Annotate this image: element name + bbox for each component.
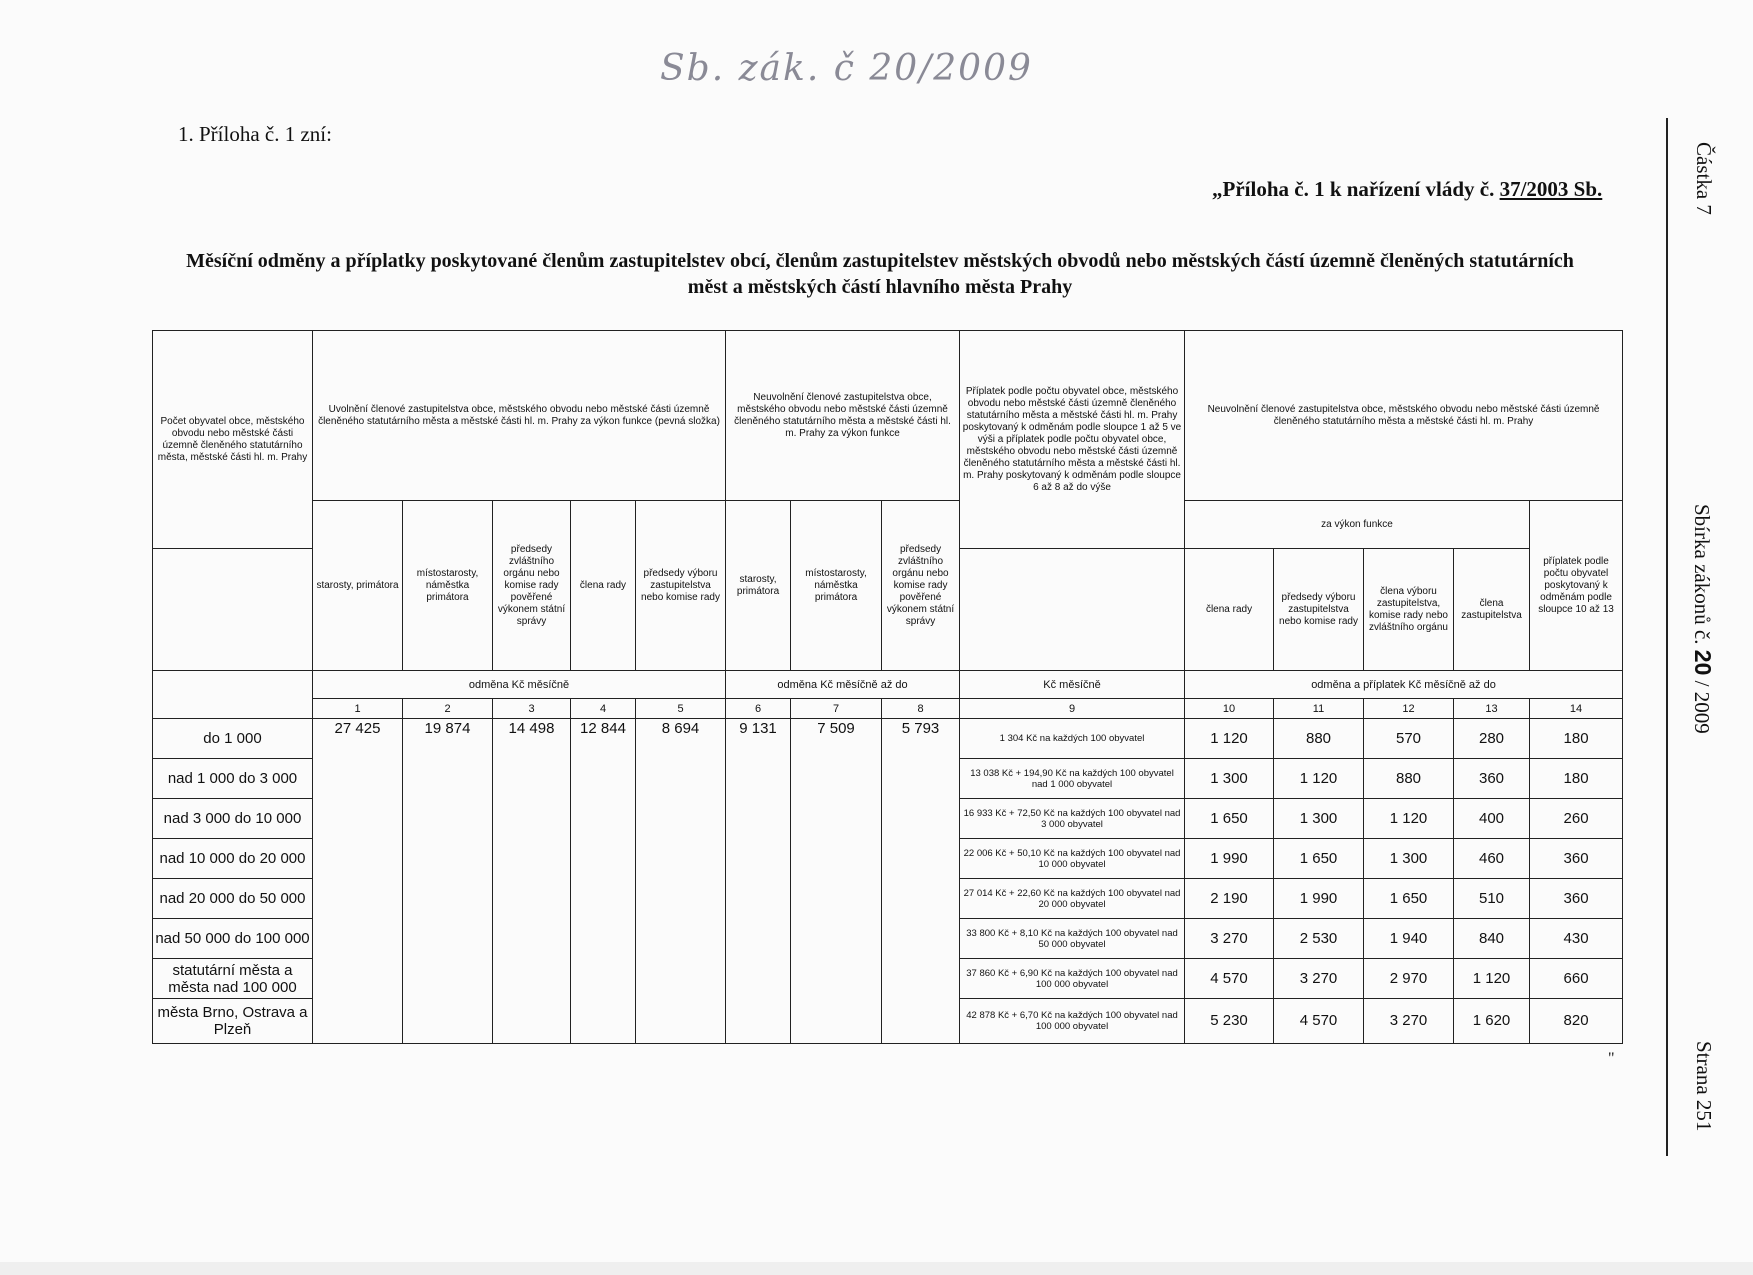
value-c14: 260 — [1530, 799, 1623, 839]
unit-label-4: odměna a příplatek Kč měsíčně až do — [1185, 671, 1623, 699]
header-population: Počet obyvatel obce, městského obvodu nebo městské části územně členěného statutárního města, městské části hl. m. Prahy — [153, 331, 313, 549]
page-title: Měsíční odměny a příplatky poskytované členům zastupitelstev obcí, členům zastupitelstev městských obvodů nebo městských částí územně členěných statutárních měst a městských částí hlavního města Prahy — [186, 250, 1574, 298]
value-c12: 880 — [1364, 759, 1454, 799]
header-c14: příplatek podle počtu obyvatel poskytovaný k odměnám podle sloupce 10 až 13 — [1530, 501, 1623, 671]
value-c10: 4 570 — [1185, 959, 1274, 999]
unit-empty — [153, 671, 313, 699]
population-range: města Brno, Ostrava a Plzeň — [153, 999, 313, 1044]
value-c11: 2 530 — [1274, 919, 1364, 959]
value-c11: 880 — [1274, 719, 1364, 759]
header-supplement: Příplatek podle počtu obyvatel obce, městského obvodu nebo městské části územně členěného statutárního města a městské části hl. m. Prahy poskytovaný k odměnám podle sloupce 1 až 5 ve výši a příplatek podle počtu obyvatel obce, městského obvodu nebo městské části územně členěného statutárního města a městské části hl. m. Prahy poskytovaný k odměnám podle sloupce 6 až 8 až do výše — [960, 331, 1185, 549]
column-number: 3 — [493, 699, 571, 719]
supplement-value: 13 038 Kč + 194,90 Kč na každých 100 obyvatel nad 1 000 obyvatel — [960, 759, 1185, 799]
value-c10: 1 300 — [1185, 759, 1274, 799]
supplement-value: 42 878 Kč + 6,70 Kč na každých 100 obyvatel nad 100 000 obyvatel — [960, 999, 1185, 1044]
closing-quote: " — [1608, 1050, 1615, 1067]
header-c11: předsedy výboru zastupitelstva nebo komise rady — [1274, 549, 1364, 671]
value-c11: 1 650 — [1274, 839, 1364, 879]
header-c3: předsedy zvláštního orgánu nebo komise rady pověřené výkonem státní správy — [493, 501, 571, 671]
fixed-value-c7: 7 509 — [791, 719, 882, 1044]
column-number: 10 — [1185, 699, 1274, 719]
value-c12: 2 970 — [1364, 959, 1454, 999]
header-population-cont — [153, 549, 313, 671]
header-c2: místostarosty, náměstka primátora — [403, 501, 493, 671]
value-c13: 510 — [1454, 879, 1530, 919]
header-released-members: Uvolnění členové zastupitelstva obce, městského obvodu nebo městské části územně členěného statutárního města a městské části hl. m. Prahy za výkon funkce (pevná složka) — [313, 331, 726, 501]
value-c13: 1 120 — [1454, 959, 1530, 999]
header-c8: předsedy zvláštního orgánu nebo komise rady pověřené výkonem státní správy — [882, 501, 960, 671]
value-c13: 360 — [1454, 759, 1530, 799]
annex-reference-number: 37/2003 Sb. — [1499, 177, 1603, 201]
value-c14: 360 — [1530, 839, 1623, 879]
fixed-value-c5: 8 694 — [636, 719, 726, 1044]
value-c11: 3 270 — [1274, 959, 1364, 999]
value-c10: 1 120 — [1185, 719, 1274, 759]
column-number: 9 — [960, 699, 1185, 719]
unit-label-3: Kč měsíčně — [960, 671, 1185, 699]
value-c13: 460 — [1454, 839, 1530, 879]
header-c12: člena výboru zastupitelstva, komise rady nebo zvláštního orgánu — [1364, 549, 1454, 671]
value-c12: 570 — [1364, 719, 1454, 759]
value-c11: 1 300 — [1274, 799, 1364, 839]
column-number: 11 — [1274, 699, 1364, 719]
collection-label — [1689, 504, 1716, 734]
fixed-value-c3: 14 498 — [493, 719, 571, 1044]
value-c10: 5 230 — [1185, 999, 1274, 1044]
value-c13: 1 620 — [1454, 999, 1530, 1044]
value-c12: 1 120 — [1364, 799, 1454, 839]
column-number: 8 — [882, 699, 960, 719]
intro-text: 1. Příloha č. 1 zní: — [178, 122, 332, 146]
unit-label-2: odměna Kč měsíčně až do — [726, 671, 960, 699]
column-number: 2 — [403, 699, 493, 719]
column-number: 12 — [1364, 699, 1454, 719]
value-c12: 1 300 — [1364, 839, 1454, 879]
header-c4: člena rady — [571, 501, 636, 671]
value-c14: 820 — [1530, 999, 1623, 1044]
population-range: nad 20 000 do 50 000 — [153, 879, 313, 919]
value-c13: 840 — [1454, 919, 1530, 959]
supplement-value: 1 304 Kč na každých 100 obyvatel — [960, 719, 1185, 759]
value-c10: 1 650 — [1185, 799, 1274, 839]
fixed-value-c6: 9 131 — [726, 719, 791, 1044]
collection-number: 20 — [1690, 649, 1716, 676]
fixed-value-c1: 27 425 — [313, 719, 403, 1044]
value-c14: 430 — [1530, 919, 1623, 959]
value-c14: 360 — [1530, 879, 1623, 919]
page-margin-header — [1666, 118, 1728, 1156]
supplement-value: 37 860 Kč + 6,90 Kč na každých 100 obyvatel nad 100 000 obyvatel — [960, 959, 1185, 999]
unit-label-1: odměna Kč měsíčně — [313, 671, 726, 699]
value-c12: 1 650 — [1364, 879, 1454, 919]
value-c10: 3 270 — [1185, 919, 1274, 959]
header-c13: člena zastupitelstva — [1454, 549, 1530, 671]
population-range: statutární města a města nad 100 000 — [153, 959, 313, 999]
page-number: Strana 251 — [1692, 1041, 1716, 1132]
header-c10: člena rady — [1185, 549, 1274, 671]
supplement-value: 33 800 Kč + 8,10 Kč na každých 100 obyvatel nad 50 000 obyvatel — [960, 919, 1185, 959]
fixed-value-c4: 12 844 — [571, 719, 636, 1044]
supplement-value: 22 006 Kč + 50,10 Kč na každých 100 obyvatel nad 10 000 obyvatel — [960, 839, 1185, 879]
column-number-empty — [153, 699, 313, 719]
value-c13: 400 — [1454, 799, 1530, 839]
fixed-value-c2: 19 874 — [403, 719, 493, 1044]
collection-prefix: Sbírka zákonů č. — [1690, 504, 1714, 645]
handwritten-note: Sb. zák. č 20/2009 — [660, 48, 1033, 89]
population-range: nad 50 000 do 100 000 — [153, 919, 313, 959]
value-c14: 660 — [1530, 959, 1623, 999]
table-row — [153, 719, 1623, 759]
header-c7: místostarosty, náměstka primátora — [791, 501, 882, 671]
header-unreleased-members-2: Neuvolnění členové zastupitelstva obce, městského obvodu nebo městské části územně členěného statutárního města a městské části hl. m. Prahy — [1185, 331, 1623, 501]
value-c13: 280 — [1454, 719, 1530, 759]
value-c14: 180 — [1530, 759, 1623, 799]
fixed-value-c8: 5 793 — [882, 719, 960, 1044]
header-za-vykon-funkce: za výkon funkce — [1185, 501, 1530, 549]
header-c5: předsedy výboru zastupitelstva nebo komise rady — [636, 501, 726, 671]
value-c11: 4 570 — [1274, 999, 1364, 1044]
value-c10: 2 190 — [1185, 879, 1274, 919]
column-number: 6 — [726, 699, 791, 719]
value-c12: 3 270 — [1364, 999, 1454, 1044]
value-c10: 1 990 — [1185, 839, 1274, 879]
header-supplement-cont — [960, 549, 1185, 671]
header-unreleased-members: Neuvolnění členové zastupitelstva obce, městského obvodu nebo městské části územně členěného statutárního města a městské části hl. m. Prahy za výkon funkce — [726, 331, 960, 501]
column-number: 5 — [636, 699, 726, 719]
supplement-value: 27 014 Kč + 22,60 Kč na každých 100 obyvatel nad 20 000 obyvatel — [960, 879, 1185, 919]
value-c11: 1 120 — [1274, 759, 1364, 799]
header-c1: starosty, primátora — [313, 501, 403, 671]
population-range: nad 1 000 do 3 000 — [153, 759, 313, 799]
annex-reference — [1212, 177, 1602, 202]
column-number: 14 — [1530, 699, 1623, 719]
population-range: do 1 000 — [153, 719, 313, 759]
column-number: 13 — [1454, 699, 1530, 719]
population-range: nad 3 000 do 10 000 — [153, 799, 313, 839]
column-number: 4 — [571, 699, 636, 719]
supplement-value: 16 933 Kč + 72,50 Kč na každých 100 obyvatel nad 3 000 obyvatel — [960, 799, 1185, 839]
collection-year: / 2009 — [1690, 680, 1714, 734]
value-c14: 180 — [1530, 719, 1623, 759]
column-number: 1 — [313, 699, 403, 719]
value-c11: 1 990 — [1274, 879, 1364, 919]
population-range: nad 10 000 do 20 000 — [153, 839, 313, 879]
part-label: Částka 7 — [1692, 142, 1716, 215]
remuneration-table — [152, 330, 1623, 1044]
annex-reference-text: „Příloha č. 1 k nařízení vlády č. — [1212, 177, 1495, 201]
column-number: 7 — [791, 699, 882, 719]
value-c12: 1 940 — [1364, 919, 1454, 959]
header-c6: starosty, primátora — [726, 501, 791, 671]
